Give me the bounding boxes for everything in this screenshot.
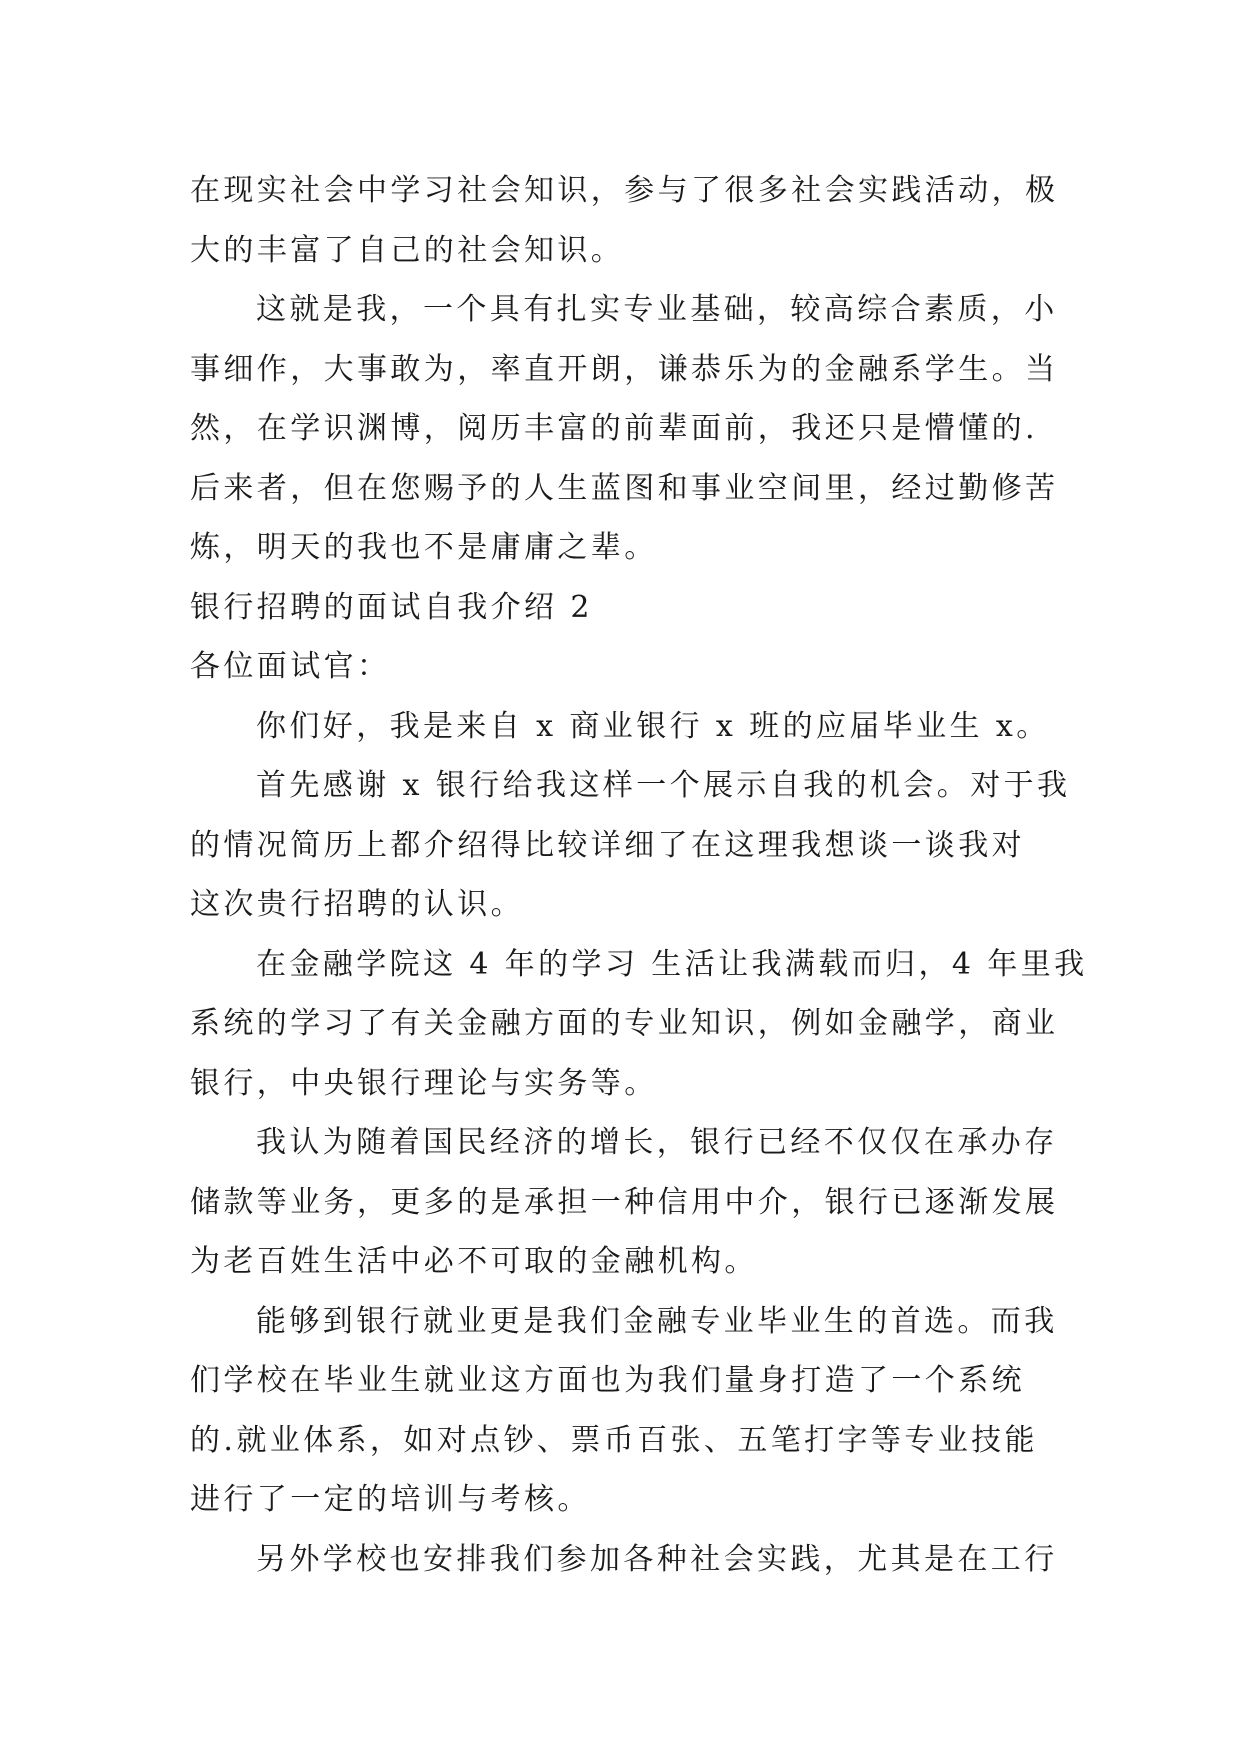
paragraph-first-line: 在金融学院这 4 年的学习 生活让我满载而归，4 年里我 — [256, 946, 1088, 982]
text-line: 然，在学识渊博，阅历丰富的前辈面前，我还只是懵懂的. — [190, 411, 1038, 446]
paragraph-first-line: 这就是我，一个具有扎实专业基础，较高综合素质，小 — [256, 292, 1058, 327]
document-body — [190, 161, 1088, 1589]
text-line: 炼，明天的我也不是庸庸之辈。 — [190, 530, 658, 565]
text-line: 银行招聘的面试自我介绍 2 — [190, 589, 593, 625]
paragraph-first-line: 另外学校也安排我们参加各种社会实践，尤其是在工行 — [256, 1541, 1058, 1577]
text-line: 系统的学习了有关金融方面的专业知识，例如金融学，商业 — [190, 1006, 1059, 1041]
text-line: 银行，中央银行理论与实务等。 — [190, 1065, 658, 1101]
text-line: 大的丰富了自己的社会知识。 — [190, 232, 625, 268]
text-line: 这次贵行招聘的认识。 — [190, 887, 524, 922]
paragraph-first-line: 首先感谢 x 银行给我这样一个展示自我的机会。对于我 — [256, 768, 1071, 803]
text-line: 的.就业体系，如对点钞、票币百张、五笔打字等专业技能 — [190, 1422, 1038, 1458]
text-line: 事细作，大事敢为，率直开朗，谦恭乐为的金融系学生。当 — [190, 351, 1059, 387]
paragraph-first-line: 能够到银行就业更是我们金融专业毕业生的首选。而我 — [256, 1303, 1058, 1339]
text-line: 各位面试官： — [190, 649, 391, 684]
paragraph-first-line: 你们好，我是来自 x 商业银行 x 班的应届毕业生 x。 — [256, 708, 1050, 744]
text-line: 为老百姓生活中必不可取的金融机构。 — [190, 1244, 758, 1279]
text-line: 后来者，但在您赐予的人生蓝图和事业空间里，经过勤修苦 — [190, 470, 1059, 506]
paragraph-first-line: 我认为随着国民经济的增长，银行已经不仅仅在承办存 — [256, 1125, 1058, 1160]
text-line: 的情况简历上都介绍得比较详细了在这理我想谈一谈我对 — [190, 827, 1025, 863]
text-line: 储款等业务，更多的是承担一种信用中介，银行已逐渐发展 — [190, 1184, 1059, 1220]
text-line: 在现实社会中学习社会知识，参与了很多社会实践活动，极 — [190, 173, 1059, 208]
text-line: 进行了一定的培训与考核。 — [190, 1482, 591, 1517]
text-line: 们学校在毕业生就业这方面也为我们量身打造了一个系统 — [190, 1363, 1025, 1398]
